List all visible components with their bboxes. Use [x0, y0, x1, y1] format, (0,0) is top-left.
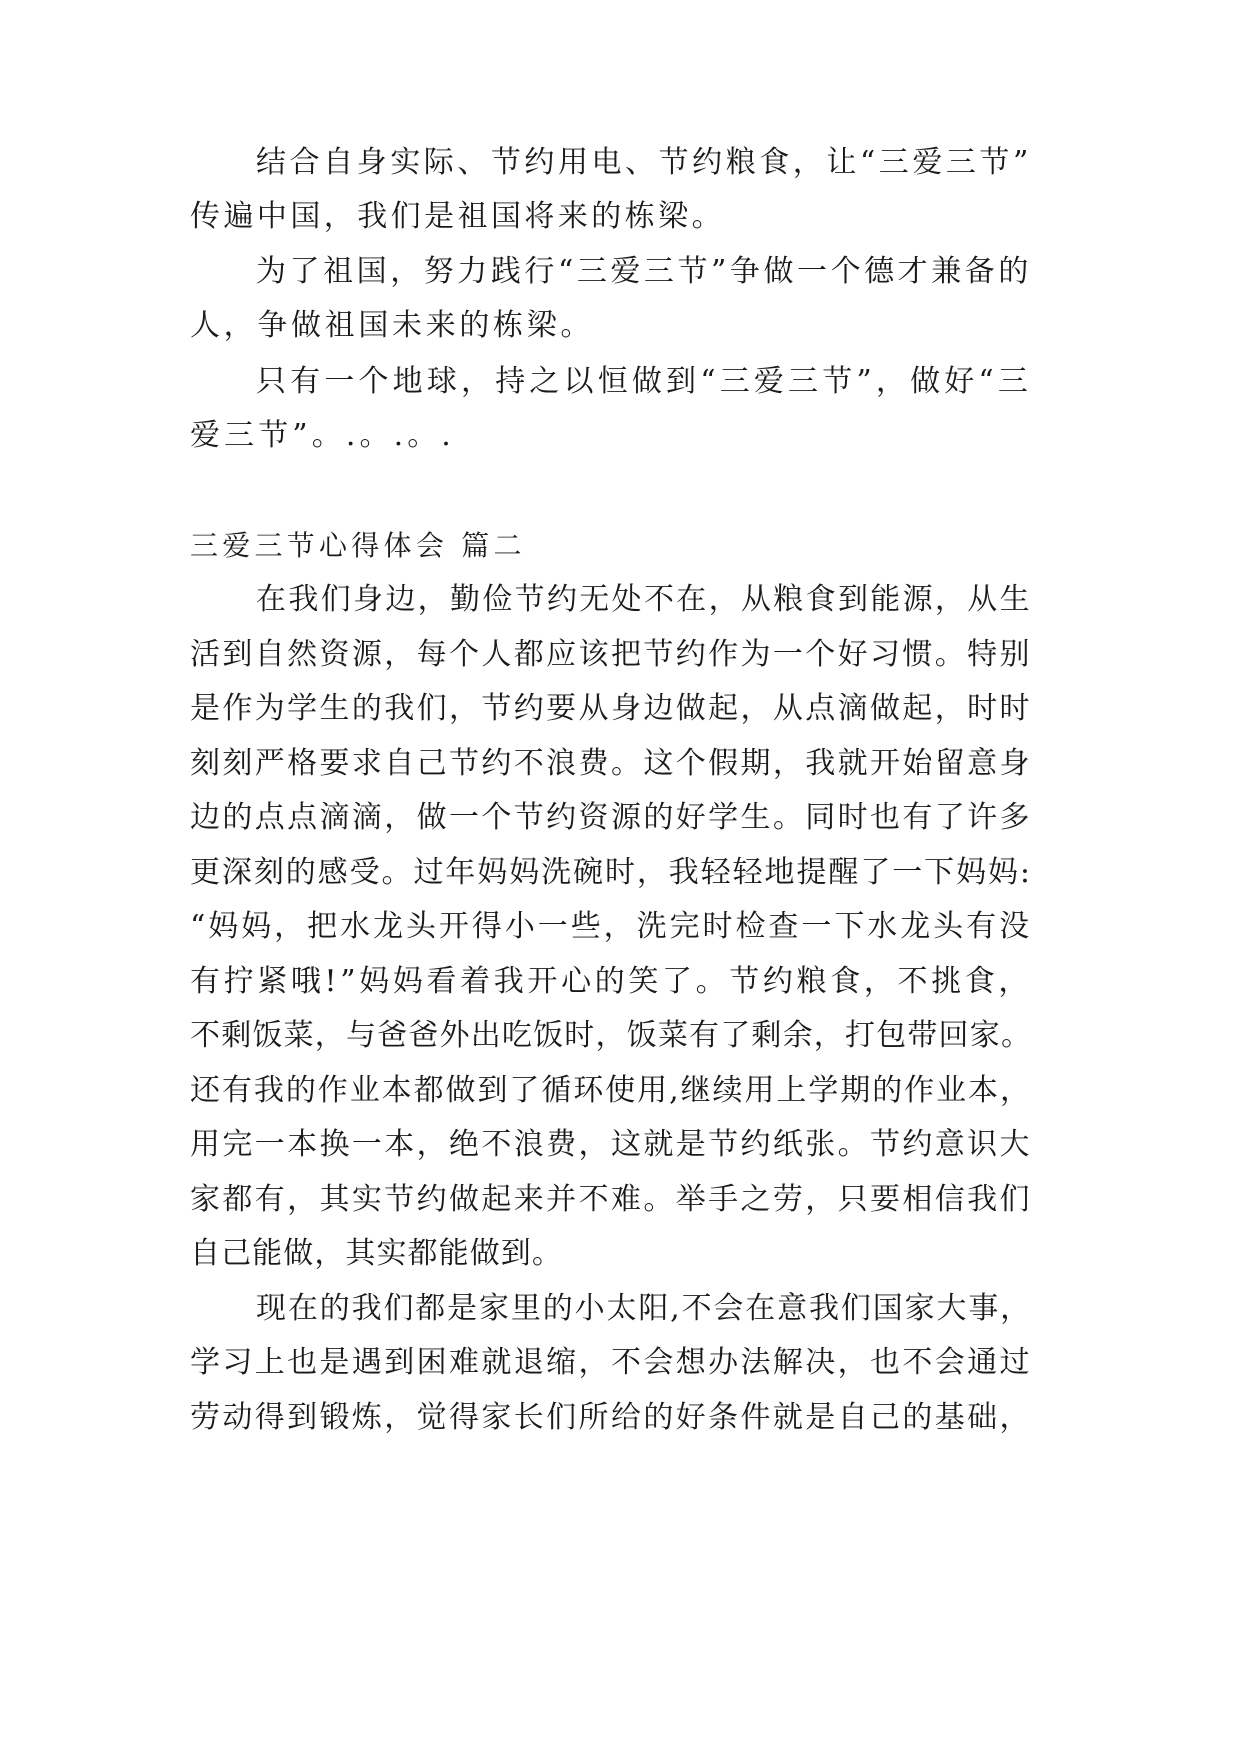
paragraph-line: 只有一个地球，持之以恒做到“三爱三节”，做好“三 — [256, 364, 1033, 399]
paragraph-line: 边的点点滴滴，做一个节约资源的好学生。同时也有了许多 — [190, 800, 1032, 835]
paragraph-line: “妈妈，把水龙头开得小一些，洗完时检查一下水龙头有没 — [190, 909, 1033, 944]
paragraph-line: 还有我的作业本都做到了循环使用,继续用上学期的作业本， — [190, 1073, 1032, 1108]
paragraph-line: 更深刻的感受。过年妈妈洗碗时，我轻轻地提醒了一下妈妈: — [190, 855, 1032, 890]
paragraph-line: 是作为学生的我们，节约要从身边做起，从点滴做起，时时 — [190, 691, 1032, 726]
paragraph-line: 在我们身边，勤俭节约无处不在，从粮食到能源，从生 — [256, 582, 1032, 617]
paragraph-line: 传遍中国，我们是祖国将来的栋梁。 — [190, 199, 726, 234]
paragraph-line: 用完一本换一本，绝不浪费，这就是节约纸张。节约意识大 — [190, 1127, 1032, 1162]
paragraph-line: 为了祖国，努力践行“三爱三节”争做一个德才兼备的 — [256, 254, 1032, 289]
paragraph-line: 爱三节”。.。.。. — [190, 418, 455, 453]
paragraph-line: 劳动得到锻炼，觉得家长们所给的好条件就是自己的基础， — [190, 1400, 1032, 1435]
paragraph-line: 学习上也是遇到困难就退缩，不会想办法解决，也不会通过 — [190, 1345, 1032, 1380]
paragraph-line: 结合自身实际、节约用电、节约粮食，让“三爱三节” — [256, 145, 1032, 180]
paragraph-line: 刻刻严格要求自己节约不浪费。这个假期，我就开始留意身 — [190, 746, 1032, 781]
paragraph-line: 现在的我们都是家里的小太阳,不会在意我们国家大事， — [256, 1291, 1033, 1326]
paragraph-line: 家都有，其实节约做起来并不难。举手之劳，只要相信我们 — [190, 1182, 1032, 1217]
paragraph-line: 有拧紧哦!”妈妈看着我开心的笑了。节约粮食，不挑食， — [190, 964, 1033, 999]
paragraph-line: 活到自然资源，每个人都应该把节约作为一个好习惯。特别 — [190, 637, 1032, 672]
section-heading: 三爱三节心得体会 篇二 — [190, 529, 526, 562]
paragraph-line: 人，争做祖国未来的栋梁。 — [190, 308, 595, 343]
paragraph-line: 自己能做，其实都能做到。 — [190, 1236, 563, 1271]
paragraph-line: 不剩饭菜，与爸爸外出吃饭时，饭菜有了剩余，打包带回家。 — [190, 1018, 1033, 1053]
